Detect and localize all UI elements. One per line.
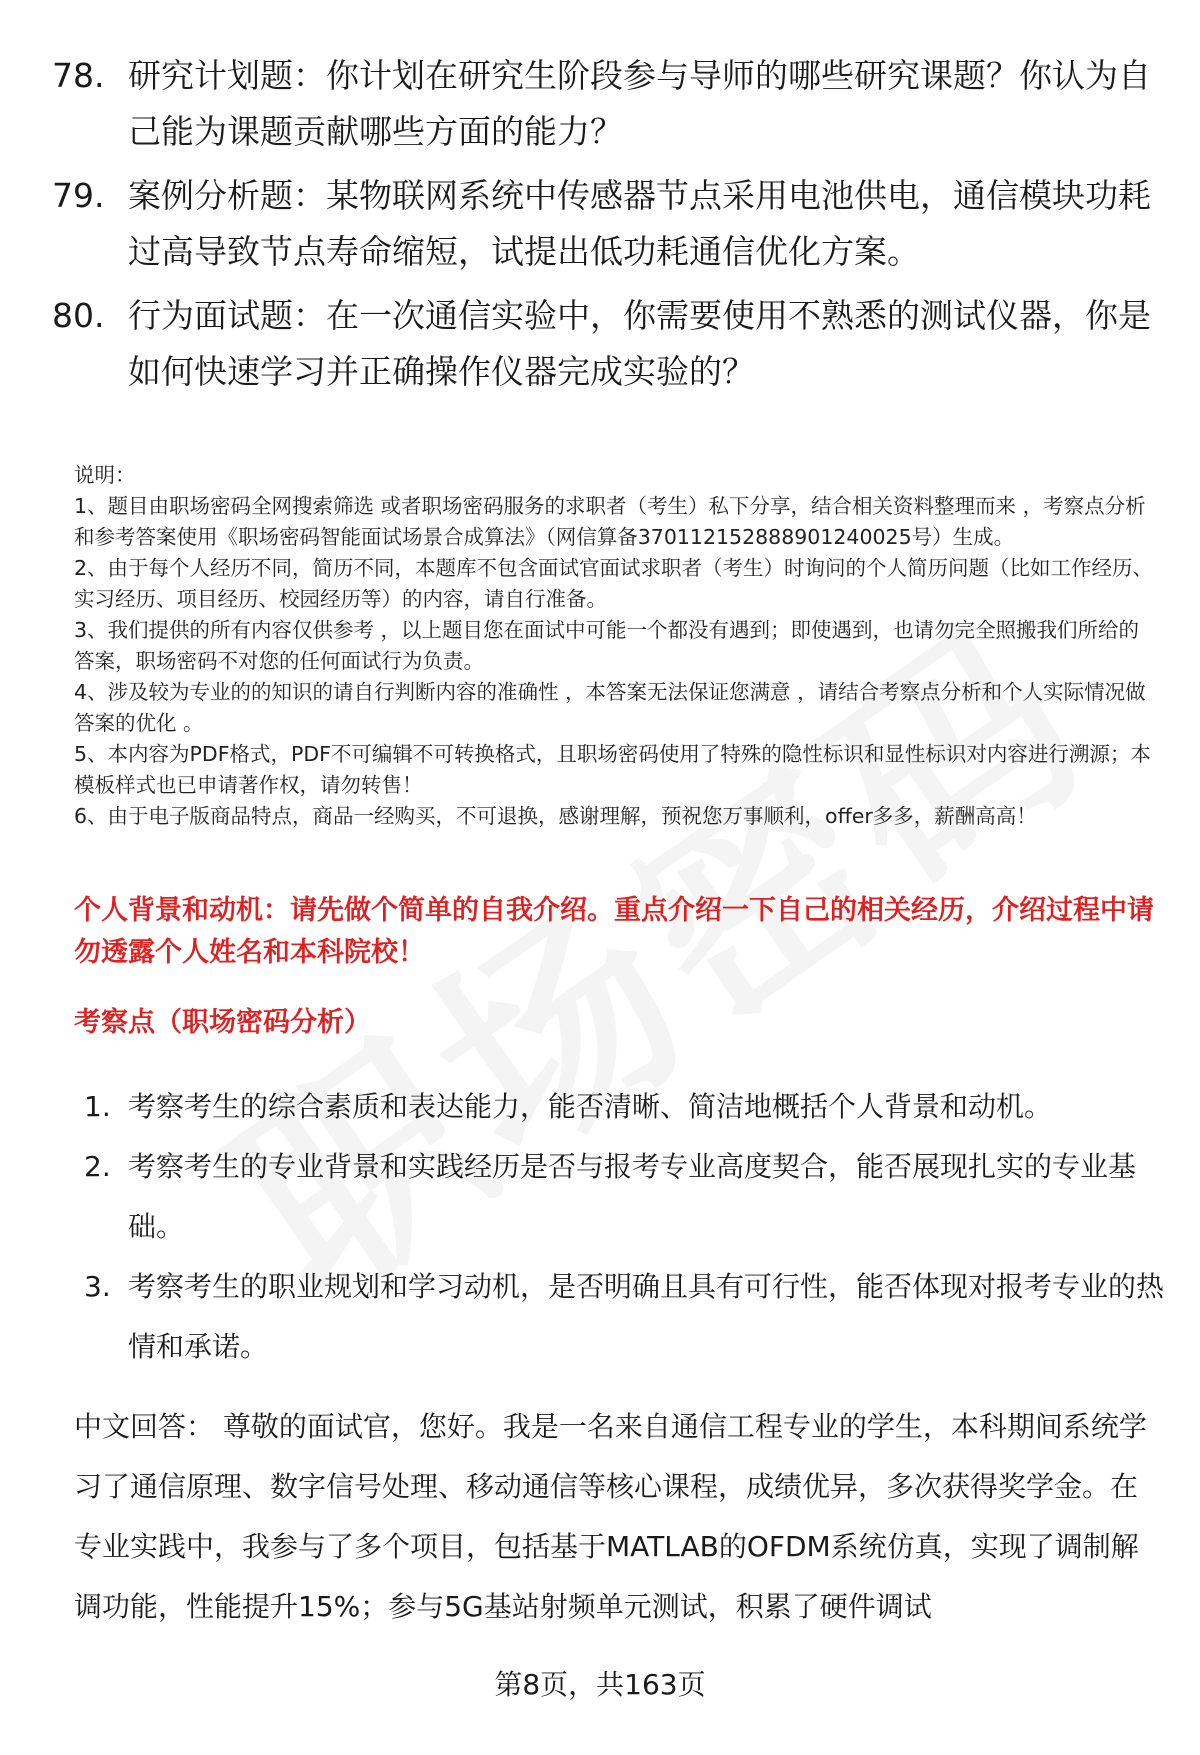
question-text: 研究计划题：你计划在研究生阶段参与导师的哪些研究课题？你认为自己能为课题贡献哪些方面的能力？ bbox=[128, 56, 1151, 151]
point-item bbox=[84, 1077, 1164, 1137]
question-number: 79. bbox=[52, 176, 105, 215]
note-item: 6、由于电子版商品特点，商品一经购买，不可退换，感谢理解，预祝您万事顺利，offer多多，薪酬高高！ bbox=[74, 804, 1037, 828]
question-text: 行为面试题：在一次通信实验中，你需要使用不熟悉的测试仪器，你是如何快速学习并正确操作仪器完成实验的？ bbox=[128, 296, 1151, 391]
point-number: 3. bbox=[84, 1270, 111, 1303]
note-item: 3、我们提供的所有内容仅供参考 ，以上题目您在面试中可能一个都没有遇到；即使遇到，也请勿完全照搬我们所给的答案，职场密码不对您的任何面试行为负责。 bbox=[74, 618, 1140, 673]
note-item: 2、由于每个人经历不同，简历不同，本题库不包含面试官面试求职者（考生）时询问的个人简历问题（比如工作经历、实习经历、项目经历、校园经历等）的内容，请自行准备。 bbox=[74, 556, 1154, 611]
notes-title: 说明： bbox=[74, 463, 136, 487]
page-footer: 第8页，共163页 bbox=[494, 1668, 706, 1701]
points-list bbox=[84, 1077, 1164, 1377]
point-text: 考察考生的职业规划和学习动机，是否明确且具有可行性，能否体现对报考专业的热情和承诺。 bbox=[128, 1270, 1165, 1363]
point-item bbox=[84, 1137, 1164, 1257]
question-number: 78. bbox=[52, 56, 105, 95]
question-number: 80. bbox=[52, 296, 105, 335]
question-80 bbox=[52, 288, 1162, 400]
point-text: 考察考生的综合素质和表达能力，能否清晰、简洁地概括个人背景和动机。 bbox=[128, 1090, 1053, 1123]
point-number: 1. bbox=[84, 1090, 111, 1123]
answer-text: 中文回答： 尊敬的面试官，您好。我是一名来自通信工程专业的学生，本科期间系统学习了通信原理、数字信号处理、移动通信等核心课程，成绩优异，多次获得奖学金。在专业实践中，我参与了多个项目，包括基于MATLAB的OFDM系统仿真，实现了调制解调功能，性能提升15%；参与5G基站射频单元测试，积累了硬件调试 bbox=[74, 1410, 1147, 1623]
note-item: 1、题目由职场密码全网搜索筛选 或者职场密码服务的求职者（考生）私下分享，结合相关资料整理而来 ，考察点分析和参考答案使用《职场密码智能面试场景合成算法》（网信算备370112152888901240025号）生成。 bbox=[74, 494, 1146, 549]
note-item: 4、涉及较为专业的的知识的请自行判断内容的准确性 ，本答案无法保证您满意 ，请结合考察点分析和个人实际情况做答案的优化 。 bbox=[74, 680, 1146, 735]
note-item: 5、本内容为PDF格式，PDF不可编辑不可转换格式，且职场密码使用了特殊的隐性标识和显性标识对内容进行溯源；本模板样式也已申请著作权，请勿转售！ bbox=[74, 742, 1151, 797]
interview-question-heading: 个人背景和动机：请先做个简单的自我介绍。重点介绍一下自己的相关经历，介绍过程中请勿透露个人姓名和本科院校！ bbox=[74, 895, 1154, 968]
point-number: 2. bbox=[84, 1150, 111, 1183]
points-heading: 考察点（职场密码分析） bbox=[74, 1007, 371, 1038]
point-item bbox=[84, 1257, 1164, 1377]
question-78 bbox=[52, 48, 1162, 160]
notes-section bbox=[74, 460, 1159, 832]
question-79 bbox=[52, 168, 1162, 280]
point-text: 考察考生的专业背景和实践经历是否与报考专业高度契合，能否展现扎实的专业基础。 bbox=[128, 1150, 1137, 1243]
question-text: 案例分析题：某物联网系统中传感器节点采用电池供电，通信模块功耗过高导致节点寿命缩短，试提出低功耗通信优化方案。 bbox=[128, 176, 1151, 271]
